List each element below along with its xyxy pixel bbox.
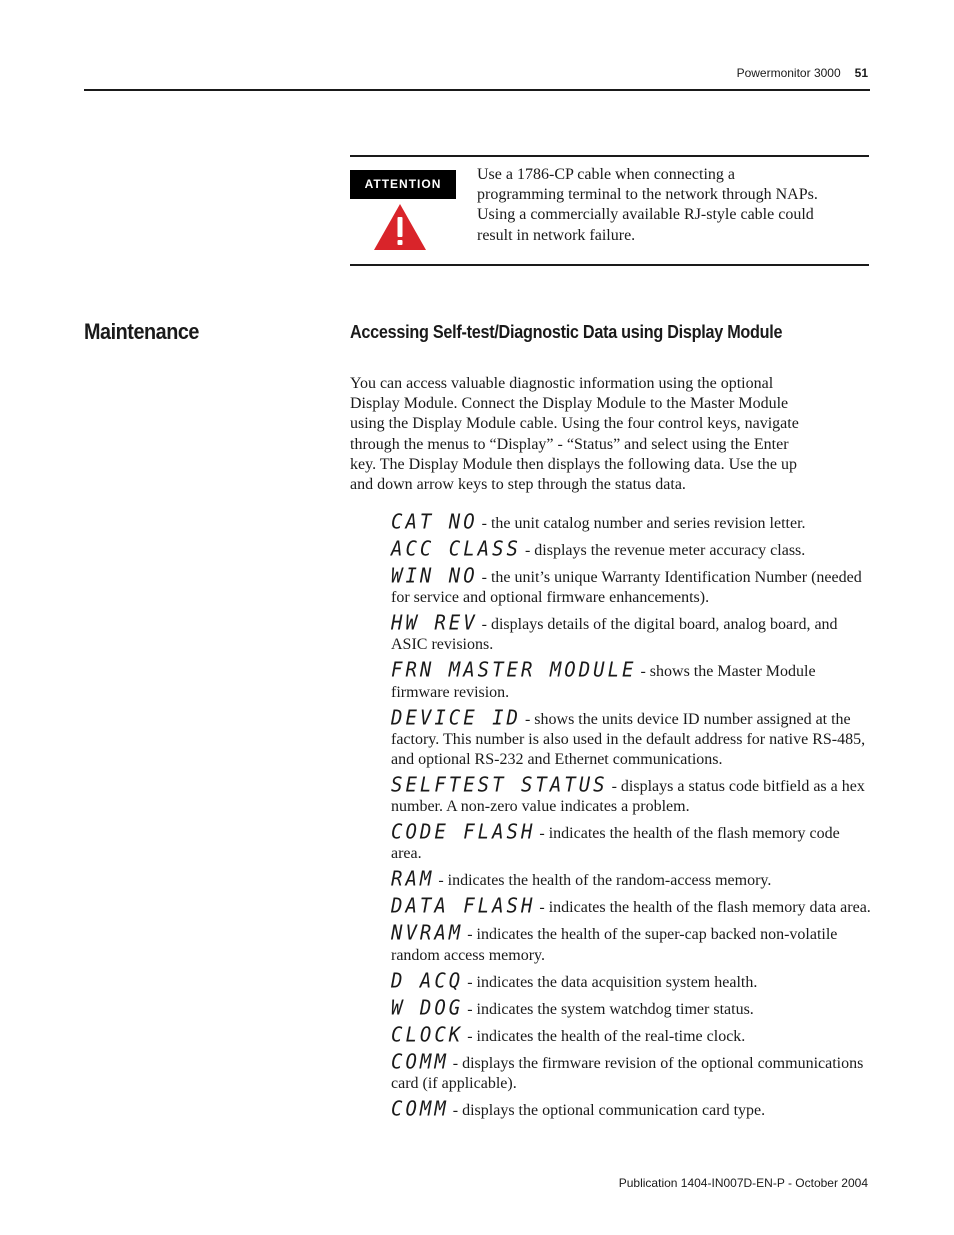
intro-line: through the menus to “Display” - “Status” and select using the Enter [350, 435, 789, 453]
status-item [391, 1096, 871, 1121]
status-item [391, 705, 871, 771]
status-code: FRN MASTER MODULE [391, 658, 637, 683]
status-desc: - the unit catalog number and series revision letter. [477, 515, 806, 532]
status-desc: - displays details of the digital board, analog board, and ASIC revisions. [391, 616, 838, 654]
status-code: DATA FLASH [391, 894, 536, 919]
status-code: COMM [391, 1049, 449, 1074]
attention-line: programming terminal to the network through NAPs. [477, 186, 818, 204]
status-code: CAT NO [391, 510, 478, 534]
status-item [391, 869, 871, 891]
intro-line: key. The Display Module then displays the following data. Use the up [350, 455, 798, 473]
status-code: DEVICE ID [391, 705, 521, 730]
running-head [737, 66, 868, 80]
status-code: COMM [391, 1096, 449, 1121]
status-item [391, 1049, 871, 1094]
status-code: W DOG [391, 995, 464, 1020]
status-code: RAM [391, 867, 435, 892]
status-desc: - indicates the health of the flash memory data area. [535, 899, 871, 917]
status-item [391, 995, 871, 1020]
status-item [391, 660, 871, 702]
attention-label: ATTENTION [350, 170, 456, 199]
intro-line: Display Module. Connect the Display Module to the Master Module [350, 395, 789, 413]
warning-triangle-icon [372, 202, 428, 252]
status-desc: - displays the firmware revision of the optional communications card (if applicable). [391, 1054, 864, 1092]
subsection-title: Accessing Self-test/Diagnostic Data using Display Module [350, 322, 783, 342]
intro-paragraph [350, 374, 869, 495]
status-item [391, 512, 871, 534]
status-list [391, 512, 871, 1126]
status-item [391, 896, 871, 918]
status-item [391, 923, 871, 965]
status-code: ACC CLASS [391, 537, 521, 561]
status-desc: - the unit’s unique Warranty Identification Number (needed for service and optional firmware enhancements). [391, 569, 862, 607]
status-code: CLOCK [391, 1022, 464, 1047]
page-number: 51 [854, 66, 868, 80]
status-desc: - indicates the health of the super-cap backed non-volatile random access memory. [391, 926, 838, 964]
status-item [391, 539, 871, 561]
status-item [391, 613, 871, 655]
status-item [391, 566, 871, 608]
status-desc: - shows the units device ID number assigned at the factory. This number is also used in the default address for native RS-485, and optional RS-232 and Ethernet communications. [391, 710, 866, 769]
status-item [391, 775, 871, 817]
status-desc: - indicates the health of the flash memory code area. [391, 825, 840, 863]
status-desc: - shows the Master Module firmware revision. [391, 663, 816, 701]
section-title: Maintenance [84, 319, 199, 344]
attention-text [477, 165, 869, 246]
status-code: CODE FLASH [391, 820, 536, 845]
publication-footer: Publication 1404-IN007D-EN-P - October 2004 [618, 1176, 868, 1190]
status-desc: - indicates the health of the random-access memory. [434, 872, 772, 890]
status-code: HW REV [391, 611, 478, 636]
status-code: NVRAM [391, 921, 464, 946]
status-desc: - displays the revenue meter accuracy class. [520, 542, 806, 559]
status-desc: - indicates the data acquisition system health. [463, 973, 758, 991]
attention-box [350, 155, 869, 266]
running-head-title: Powermonitor 3000 [736, 66, 841, 80]
status-desc: - displays the optional communication card type. [448, 1101, 766, 1119]
status-code: SELFTEST STATUS [391, 773, 608, 797]
header-rule [84, 89, 870, 91]
attention-line: Use a 1786-CP cable when connecting a [477, 166, 735, 183]
intro-line: using the Display Module cable. Using the four control keys, navigate [350, 415, 799, 433]
intro-line: You can access valuable diagnostic information using the optional [350, 375, 774, 392]
status-item [391, 968, 871, 993]
attention-line: Using a commercially available RJ-style cable could [477, 206, 814, 224]
status-item [391, 1022, 871, 1047]
intro-line: and down arrow keys to step through the status data. [350, 476, 686, 494]
status-code: WIN NO [391, 564, 478, 588]
status-code: D ACQ [391, 968, 464, 993]
attention-line: result in network failure. [477, 226, 636, 244]
status-item [391, 822, 871, 864]
status-desc: - indicates the system watchdog timer status. [463, 1000, 754, 1018]
status-desc: - indicates the health of the real-time clock. [463, 1027, 746, 1045]
status-desc: - displays a status code bitfield as a hex number. A non-zero value indicates a problem. [391, 778, 865, 816]
